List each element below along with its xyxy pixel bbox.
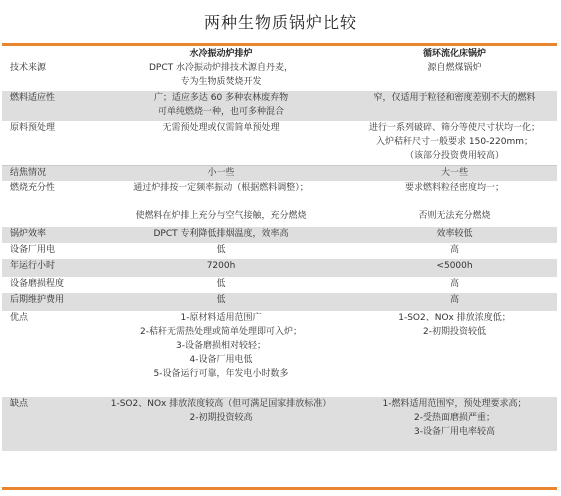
cell-line: 1-SO2、NOx 排放浓度较高（但可满足国家排放标准）: [110, 399, 332, 409]
cell-cfb-boiler: [352, 277, 557, 293]
row-label: 年运行小时: [2, 259, 90, 277]
row-label: 设备厂用电: [10, 245, 56, 255]
header-vibrating-grate: 水冷振动炉排炉: [189, 48, 253, 59]
cell-vibrating-grate: [90, 165, 352, 181]
cell-line: [94, 195, 348, 209]
cell-vibrating-grate: [90, 277, 352, 293]
row-label: 结焦情况: [2, 165, 90, 181]
table-row-tech-source: [2, 61, 557, 91]
cell-line: 3-设备磨损相对较轻；: [176, 341, 266, 351]
cell-line: 1-SO2、NOx 排放浓度低；: [398, 313, 511, 323]
cell-line: 专为生物质焚烧开发: [180, 77, 262, 87]
cell-line: 进行一系列破碎、筛分等使尺寸状均一化；: [368, 123, 540, 133]
cell-vibrating-grate: [90, 311, 352, 397]
row-label: 缺点: [2, 397, 90, 451]
cell-cfb-boiler: [352, 293, 557, 311]
cell-cfb-boiler: [352, 91, 557, 121]
cell-line: 低: [216, 295, 226, 305]
table-row-boiler-efficiency: [2, 227, 557, 243]
row-label: 燃料适应性: [2, 91, 90, 121]
cell-cfb-boiler: [352, 181, 557, 227]
cell-line: 2-初期投资较高: [189, 413, 253, 423]
cell-line: 高: [449, 295, 459, 305]
cell-line: 使燃料在炉排上充分与空气接触，充分燃烧: [135, 211, 307, 221]
table-row-disadvantages: [2, 397, 557, 451]
row-label: 设备磨损程度: [10, 279, 65, 289]
cell-line: 大一些: [440, 167, 468, 178]
row-label: 锅炉效率: [2, 227, 90, 243]
cell-line: 要求燃料粒径密度均一；: [404, 183, 504, 193]
cell-line: 低: [216, 279, 226, 289]
cell-cfb-boiler: [352, 311, 557, 397]
cell-line: DPCT 专利降低排烟温度，效率高: [153, 229, 289, 239]
cell-line: 小一些: [207, 167, 235, 178]
table-body: [2, 61, 557, 451]
cell-line: 5-设备运行可靠，年发电小时数多: [153, 369, 289, 379]
cell-vibrating-grate: [90, 397, 352, 451]
cell-cfb-boiler: [352, 259, 557, 277]
header-row: [2, 46, 557, 61]
table-row-annual-hours: [2, 259, 557, 277]
row-label: 燃烧充分性: [10, 183, 56, 193]
table-row-pretreatment: [2, 121, 557, 165]
cell-vibrating-grate: [90, 61, 352, 91]
header-cfb-boiler: 循环流化床锅炉: [422, 48, 486, 59]
cell-cfb-boiler: [352, 397, 557, 451]
table-row-fuel-adaptability: [2, 91, 557, 121]
comparison-table: [2, 46, 557, 451]
cell-line: DPCT 水冷振动炉排技术源自丹麦，: [148, 63, 293, 73]
cell-line: 广；适应多达 60 多种农林废弃物: [153, 93, 289, 103]
cell-line: 源自燃煤锅炉: [427, 63, 482, 73]
table-row-advantages: [2, 311, 557, 397]
cell-line: [356, 195, 553, 209]
cell-line: 可单纯燃烧一种，也可多种混合: [157, 107, 284, 117]
table-row-combustion: [2, 181, 557, 227]
cell-line: 低: [216, 245, 226, 255]
cell-line: 1-燃料适用范围窄，预处理要求高；: [382, 399, 527, 409]
cell-vibrating-grate: [90, 293, 352, 311]
table-row-coking: [2, 165, 557, 181]
cell-line: 窄，仅适用于粒径和密度差别不大的燃料: [373, 93, 536, 103]
cell-line: 高: [449, 245, 459, 255]
cell-line: 高: [449, 279, 459, 289]
cell-vibrating-grate: [90, 243, 352, 259]
cell-line: 2-秸秆无需热处理或简单处理即可入炉；: [140, 327, 302, 337]
table-row-wear: [2, 277, 557, 293]
cell-line: 通过炉排按一定频率振动（根据燃料调整）；: [133, 183, 309, 193]
cell-vibrating-grate: [90, 121, 352, 165]
cell-line: 2-受热面磨损严重；: [414, 413, 495, 423]
bottom-rule: [2, 487, 557, 490]
cell-line: 入炉秸秆尺寸一般要求 150-220mm；: [376, 137, 533, 147]
row-label: 原料预处理: [10, 123, 56, 133]
cell-cfb-boiler: [352, 61, 557, 91]
cell-cfb-boiler: [352, 227, 557, 243]
page-title: 两种生物质锅炉比较: [203, 13, 357, 32]
table-row-maintenance-cost: [2, 293, 557, 311]
cell-cfb-boiler: [352, 243, 557, 259]
row-label: 优点: [10, 313, 29, 323]
row-label: 后期维护费用: [2, 293, 90, 311]
cell-line: 7200h: [206, 261, 236, 271]
cell-line: 1-原材料适用范围广: [180, 313, 262, 323]
cell-line: 3-设备厂用电率较高: [414, 427, 495, 437]
header-label-col: [2, 46, 90, 61]
cell-line: 2-初期投资较低: [423, 327, 486, 337]
cell-vibrating-grate: [90, 259, 352, 277]
cell-vibrating-grate: [90, 91, 352, 121]
cell-line: 否则无法充分燃烧: [418, 211, 491, 221]
cell-line: 4-设备厂用电低: [189, 355, 253, 365]
cell-line: <5000h: [436, 261, 473, 271]
row-label: 技术来源: [10, 63, 47, 73]
cell-cfb-boiler: [352, 165, 557, 181]
cell-vibrating-grate: [90, 227, 352, 243]
table-row-power-use: [2, 243, 557, 259]
cell-line: 无需预处理或仅需简单预处理: [162, 123, 280, 133]
cell-cfb-boiler: [352, 121, 557, 165]
cell-line: （该部分投资费用较高）: [404, 151, 504, 161]
cell-line: 效率较低: [436, 229, 473, 239]
cell-vibrating-grate: [90, 181, 352, 227]
